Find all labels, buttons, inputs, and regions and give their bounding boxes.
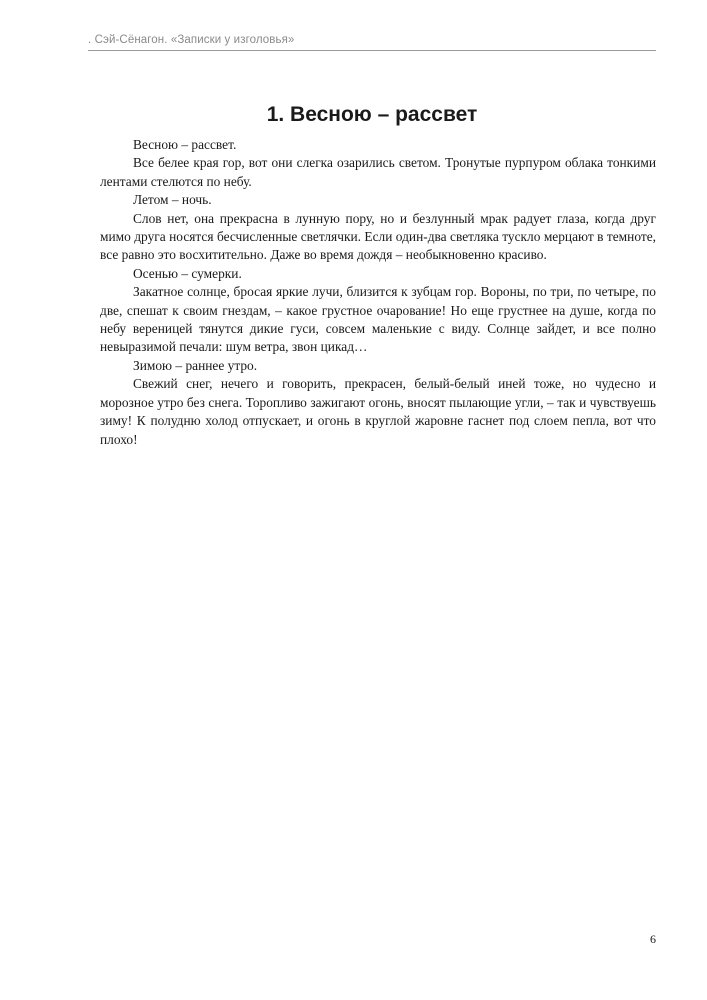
paragraph: Летом – ночь. (133, 192, 212, 208)
page-number: 6 (650, 932, 656, 946)
running-header: . Сэй-Сёнагон. «Записки у изголовья» (88, 34, 295, 46)
paragraph: Свежий снег, нечего и говорить, прекрасен, белый-белый иней тоже, но чудесно и морозное утро без снега. Торопливо зажигают огонь, вносят пылающие угли, – так и чувствуешь зиму! К полудню холод отпускает, и огонь в круглой жаровне гаснет под слоем пепла, вот что плохо! (100, 376, 656, 447)
paragraph: Все белее края гор, вот они слегка озарились светом. Тронутые пурпуром облака тонкими лентами стелются по небу. (100, 155, 656, 189)
paragraph: Весною – рассвет. (133, 137, 237, 152)
paragraph: Слов нет, она прекрасна в лунную пору, но и безлунный мрак радует глаза, когда друг мимо друга носятся бесчисленные светлячки. Если один-два светляка тускло мерцают в темноте, все равно это восхитительно. Даже во время дождя – необыкновенно красиво. (100, 210, 656, 263)
paragraph: Осенью – сумерки. (133, 265, 242, 281)
header-rule (88, 50, 656, 51)
chapter-body (100, 136, 656, 449)
chapter-title: 1. Весною – рассвет (266, 103, 478, 126)
paragraph: Закатное солнце, бросая яркие лучи, близится к зубцам гор. Вороны, по три, по четыре, по две, спешат к своим гнездам, – какое грустное очарование! Но еще грустнее на душе, когда по небу вереницей тянутся дикие гуси, совсем маленькие с виду. Солнце зайдет, и все полно невыразимой печали: шум ветра, звон цикад… (100, 284, 656, 355)
paragraph: Зимою – раннее утро. (133, 357, 258, 373)
